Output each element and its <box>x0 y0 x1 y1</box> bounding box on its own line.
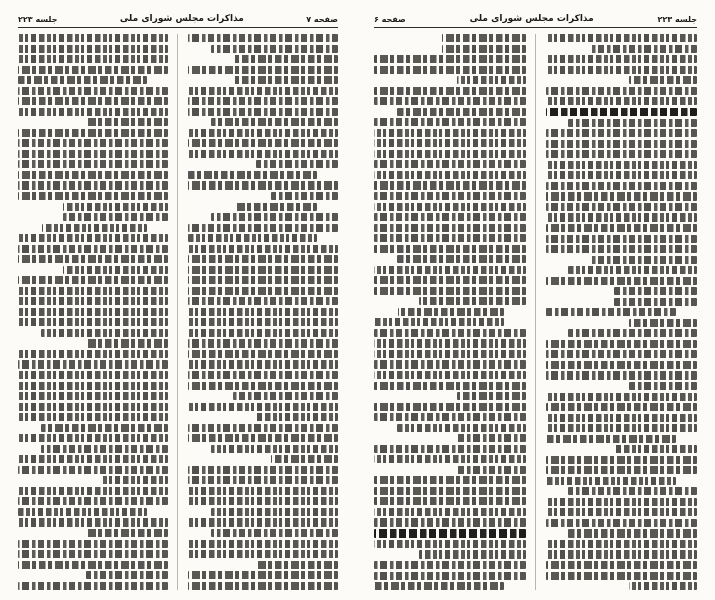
text-line <box>188 297 338 305</box>
text-line <box>374 497 526 505</box>
page-right-column-left <box>374 34 536 590</box>
text-line <box>374 276 526 284</box>
text-line <box>63 213 168 221</box>
text-line <box>18 45 168 53</box>
text-line <box>546 171 698 179</box>
text-line <box>397 255 526 263</box>
text-line <box>546 87 698 95</box>
text-line <box>546 182 698 190</box>
text-line <box>374 540 526 548</box>
page-right-outer-label: صفحه ۶ <box>374 14 406 24</box>
text-line <box>188 518 338 526</box>
text-line <box>41 329 169 337</box>
page-right-header-title: مذاکرات مجلس شورای ملی <box>469 14 594 24</box>
text-line <box>63 266 168 274</box>
text-line <box>374 476 526 484</box>
text-line <box>233 76 338 84</box>
text-line <box>546 403 698 411</box>
text-line <box>546 161 698 169</box>
text-line <box>18 550 168 558</box>
text-line <box>188 66 338 74</box>
page-left-columns <box>18 34 338 590</box>
text-line <box>457 392 525 400</box>
speaker-name-lead <box>546 108 698 117</box>
text-line <box>457 76 525 84</box>
text-line <box>86 571 169 579</box>
text-line <box>374 339 526 347</box>
text-line <box>86 529 169 537</box>
text-line <box>18 150 168 158</box>
text-line <box>18 87 168 95</box>
text-line <box>188 150 338 158</box>
text-line <box>374 139 526 147</box>
text-line <box>188 171 317 179</box>
text-line <box>374 213 526 221</box>
text-line <box>188 224 338 232</box>
text-line <box>629 319 697 327</box>
page-right-column-right <box>546 34 698 590</box>
text-line <box>271 192 339 200</box>
page-left-column-right <box>188 34 338 590</box>
text-line <box>18 129 168 137</box>
text-line <box>546 224 698 232</box>
text-line <box>546 498 698 506</box>
text-line <box>546 350 698 358</box>
text-line <box>18 382 168 390</box>
text-line <box>188 245 338 253</box>
text-line <box>188 360 338 368</box>
text-line <box>546 340 698 348</box>
text-line <box>188 308 338 316</box>
text-line <box>442 45 525 53</box>
text-line <box>546 203 698 211</box>
text-line <box>591 45 697 53</box>
text-line <box>211 213 339 221</box>
text-line <box>419 550 525 558</box>
text-line <box>546 456 698 464</box>
text-line <box>188 97 338 105</box>
text-line <box>614 445 697 453</box>
text-line <box>188 382 338 390</box>
text-line <box>188 266 338 274</box>
text-line <box>442 34 525 42</box>
text-line <box>374 66 526 74</box>
text-line <box>18 434 168 442</box>
text-line <box>546 235 698 243</box>
text-line <box>18 181 168 189</box>
page-right <box>356 0 715 600</box>
text-line <box>546 561 698 569</box>
text-line <box>256 413 339 421</box>
text-line <box>18 582 168 590</box>
text-line <box>18 455 168 463</box>
text-line <box>546 245 698 253</box>
text-line <box>18 255 168 263</box>
text-line <box>546 140 698 148</box>
text-line <box>18 108 168 116</box>
text-line <box>568 487 697 495</box>
text-line <box>188 234 317 242</box>
page-left-inner-label: جلسه ۲۲۳ <box>18 14 58 24</box>
text-line <box>18 297 168 305</box>
text-line <box>18 318 168 326</box>
text-line <box>546 150 698 158</box>
page-left-outer-label: صفحه ۷ <box>306 14 338 24</box>
text-line <box>397 108 526 116</box>
text-line <box>211 118 339 126</box>
text-line <box>374 224 526 232</box>
text-line <box>18 413 168 421</box>
text-line <box>546 129 698 137</box>
text-line <box>18 403 168 411</box>
text-line <box>18 287 168 295</box>
text-line <box>188 181 338 189</box>
text-line <box>546 414 698 422</box>
text-line <box>374 160 526 168</box>
text-line <box>374 360 526 368</box>
text-line <box>188 329 338 337</box>
text-line <box>374 413 526 421</box>
text-line <box>374 403 526 411</box>
text-line <box>614 287 697 295</box>
text-line <box>374 382 526 390</box>
page-right-header <box>374 14 697 28</box>
text-line <box>18 308 168 316</box>
text-line <box>629 76 697 84</box>
page-left-header <box>18 14 338 28</box>
text-line <box>374 287 526 295</box>
text-line <box>18 34 168 42</box>
text-line <box>18 139 168 147</box>
text-line <box>235 203 318 211</box>
text-line <box>374 203 526 211</box>
text-line <box>188 276 338 284</box>
text-line <box>63 203 168 211</box>
text-line <box>256 561 339 569</box>
text-line <box>374 329 526 337</box>
text-line <box>374 55 526 63</box>
text-line <box>188 434 338 442</box>
text-line <box>374 318 504 326</box>
text-line <box>188 497 338 505</box>
text-line <box>546 393 698 401</box>
text-line <box>18 55 168 63</box>
text-line <box>211 529 339 537</box>
text-line <box>188 476 338 484</box>
text-line <box>397 424 526 432</box>
text-line <box>374 266 526 274</box>
text-line <box>18 508 147 516</box>
speaker-name-lead <box>374 529 526 538</box>
text-line <box>211 45 339 53</box>
text-line <box>188 487 338 495</box>
text-line <box>18 392 168 400</box>
text-line <box>546 308 676 316</box>
text-line <box>188 350 338 358</box>
page-left-column-left <box>18 34 178 590</box>
text-line <box>374 561 526 569</box>
text-line <box>188 129 338 137</box>
text-line <box>546 192 698 200</box>
text-line <box>233 392 338 400</box>
text-line <box>188 34 338 42</box>
text-line <box>546 550 698 558</box>
text-line <box>18 497 168 505</box>
text-line <box>546 435 676 443</box>
text-line <box>374 245 526 253</box>
text-line <box>42 224 147 232</box>
text-line <box>419 297 525 305</box>
text-line <box>18 360 168 368</box>
text-line <box>568 329 697 337</box>
text-line <box>614 298 697 306</box>
text-line <box>18 66 168 74</box>
text-line <box>374 118 526 126</box>
text-line <box>18 276 168 284</box>
text-line <box>18 350 168 358</box>
text-line <box>188 87 338 95</box>
page-right-inner-label: جلسه ۲۲۳ <box>657 14 697 24</box>
text-line <box>374 572 526 580</box>
text-line <box>18 245 168 253</box>
text-line <box>568 266 697 274</box>
text-line <box>546 477 676 485</box>
text-line <box>18 234 168 242</box>
text-line <box>188 571 338 579</box>
text-line <box>591 256 697 264</box>
text-line <box>546 34 698 42</box>
text-line <box>41 424 169 432</box>
text-line <box>546 371 698 379</box>
text-line <box>188 403 338 411</box>
page-left <box>0 0 356 600</box>
text-line <box>18 371 168 379</box>
text-line <box>374 97 526 105</box>
text-line <box>271 455 339 463</box>
text-line <box>188 424 338 432</box>
text-line <box>374 487 526 495</box>
text-line <box>101 476 169 484</box>
text-line <box>18 466 168 474</box>
text-line <box>18 518 168 526</box>
page-right-columns <box>374 34 697 590</box>
text-line <box>188 139 338 147</box>
text-line <box>546 277 698 285</box>
text-line <box>86 339 169 347</box>
text-line <box>568 119 697 127</box>
text-line <box>546 97 698 105</box>
text-line <box>18 192 168 200</box>
text-line <box>546 540 698 548</box>
text-line <box>546 508 698 516</box>
text-line <box>18 487 168 495</box>
text-line <box>546 66 698 74</box>
text-line <box>374 181 526 189</box>
text-line <box>86 118 169 126</box>
text-line <box>546 466 698 474</box>
text-line <box>374 192 526 200</box>
text-line <box>374 87 526 95</box>
text-line <box>256 160 339 168</box>
text-line <box>211 445 339 453</box>
text-line <box>568 529 697 537</box>
text-line <box>546 213 698 221</box>
text-line <box>374 518 526 526</box>
text-line <box>233 55 338 63</box>
text-line <box>546 519 698 527</box>
text-line <box>374 582 504 590</box>
text-line <box>188 108 338 116</box>
text-line <box>18 76 147 84</box>
text-line <box>398 308 504 316</box>
text-line <box>188 466 338 474</box>
text-line <box>374 455 526 463</box>
text-line <box>18 540 168 548</box>
text-line <box>457 434 525 442</box>
text-line <box>41 445 169 453</box>
text-line <box>188 287 338 295</box>
text-line <box>188 371 338 379</box>
text-line <box>546 572 698 580</box>
text-line <box>374 350 526 358</box>
text-line <box>188 582 338 590</box>
text-line <box>374 371 526 379</box>
text-line <box>629 382 697 390</box>
text-line <box>546 55 698 63</box>
text-line <box>374 129 526 137</box>
text-line <box>18 171 168 179</box>
text-line <box>18 561 168 569</box>
text-line <box>188 550 338 558</box>
text-line <box>18 160 168 168</box>
text-line <box>374 234 526 242</box>
text-line <box>374 508 526 516</box>
text-line <box>374 171 526 179</box>
text-line <box>629 582 697 590</box>
text-line <box>546 424 698 432</box>
text-line <box>374 150 526 158</box>
text-line <box>188 318 338 326</box>
page-left-header-title: مذاکرات مجلس شورای ملی <box>119 14 244 24</box>
text-line <box>18 97 168 105</box>
text-line <box>211 508 339 516</box>
text-line <box>546 361 698 369</box>
text-line <box>457 466 525 474</box>
text-line <box>188 255 338 263</box>
text-line <box>188 339 338 347</box>
text-line <box>374 445 526 453</box>
text-line <box>188 540 338 548</box>
